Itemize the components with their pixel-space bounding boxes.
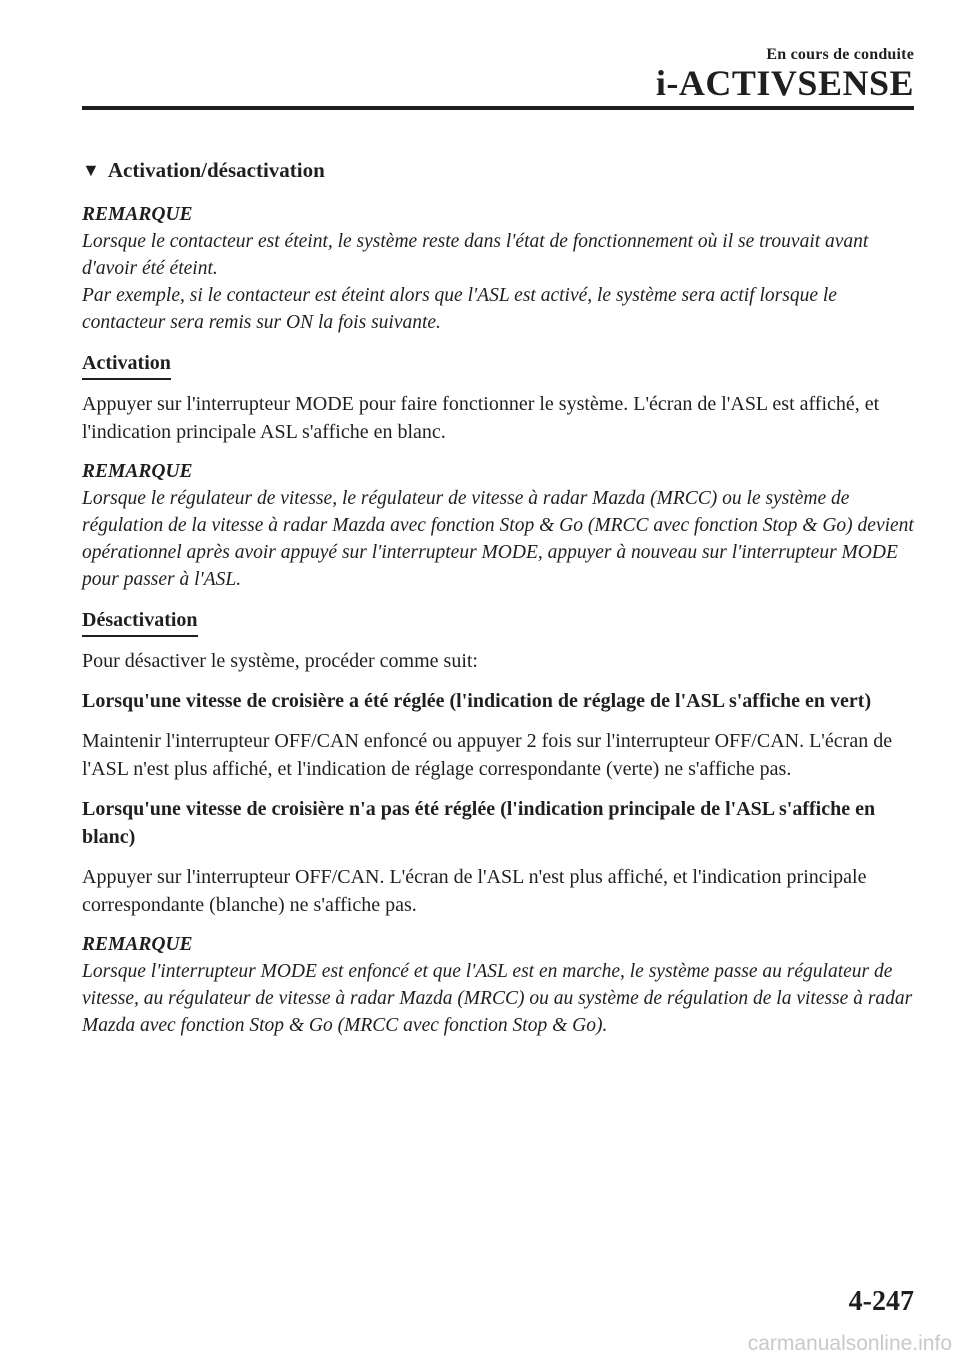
remark-block-1: [82, 201, 914, 336]
remark-block-2: [82, 458, 914, 593]
triangle-bullet-icon: ▼: [82, 160, 100, 180]
remark-line: Par exemple, si le contacteur est éteint alors que l'ASL est activé, le système sera actif lorsque le contacteur sera remis sur ON la fois suivante.: [82, 285, 837, 333]
page-number: 4-247: [848, 1286, 914, 1317]
deactivation-intro: Pour désactiver le système, procéder comme suit:: [82, 650, 478, 672]
remark-heading: REMARQUE: [82, 461, 193, 482]
section-header-title: i-ACTIVSENSE: [655, 63, 914, 103]
remark-heading: REMARQUE: [82, 204, 193, 225]
case2-text: Appuyer sur l'interrupteur OFF/CAN. L'écran de l'ASL n'est plus affiché, et l'indication principale correspondante (blanche) ne s'affiche pas.: [82, 866, 867, 916]
case1-text: Maintenir l'interrupteur OFF/CAN enfoncé ou appuyer 2 fois sur l'interrupteur OFF/CAN. L'écran de l'ASL n'est plus affiché, et l'indication de réglage correspondante (verte) ne s'affiche pas.: [82, 730, 893, 780]
page-content: [82, 158, 914, 1053]
activation-heading: Activation: [82, 352, 171, 380]
watermark-text: carmanualsonline.info: [747, 1332, 952, 1355]
remark-text: Lorsque le régulateur de vitesse, le régulateur de vitesse à radar Mazda (MRCC) ou le système de régulation de la vitesse à radar Mazda avec fonction Stop & Go (MRCC avec fonction Stop & Go) devient opérationnel après avoir appuyé sur l'interrupteur MODE, appuyer à nouveau sur l'interrupteur MODE pour passer à l'ASL.: [82, 488, 914, 590]
case2-heading: Lorsqu'une vitesse de croisière n'a pas été réglée (l'indication principale de l'ASL s'affiche en blanc): [82, 798, 876, 848]
deactivation-heading: Désactivation: [82, 609, 198, 637]
chapter-title: En cours de conduite: [766, 46, 914, 63]
activation-text: Appuyer sur l'interrupteur MODE pour faire fonctionner le système. L'écran de l'ASL est affiché, et l'indication principale ASL s'affiche en blanc.: [82, 393, 880, 443]
section-heading: [82, 158, 914, 183]
remark-heading: REMARQUE: [82, 934, 193, 955]
section-heading-text: Activation/désactivation: [107, 158, 325, 182]
remark-block-3: [82, 931, 914, 1039]
remark-text: Lorsque l'interrupteur MODE est enfoncé et que l'ASL est en marche, le système passe au régulateur de vitesse, au régulateur de vitesse à radar Mazda (MRCC) ou au système de régulation de la vitesse à radar Mazda avec fonction Stop & Go (MRCC avec fonction Stop & Go).: [82, 961, 913, 1036]
header-divider: [82, 106, 914, 110]
case1-heading: Lorsqu'une vitesse de croisière a été réglée (l'indication de réglage de l'ASL s'affiche en vert): [82, 690, 872, 712]
remark-line: Lorsque le contacteur est éteint, le système reste dans l'état de fonctionnement où il se trouvait avant d'avoir été éteint.: [82, 231, 869, 279]
